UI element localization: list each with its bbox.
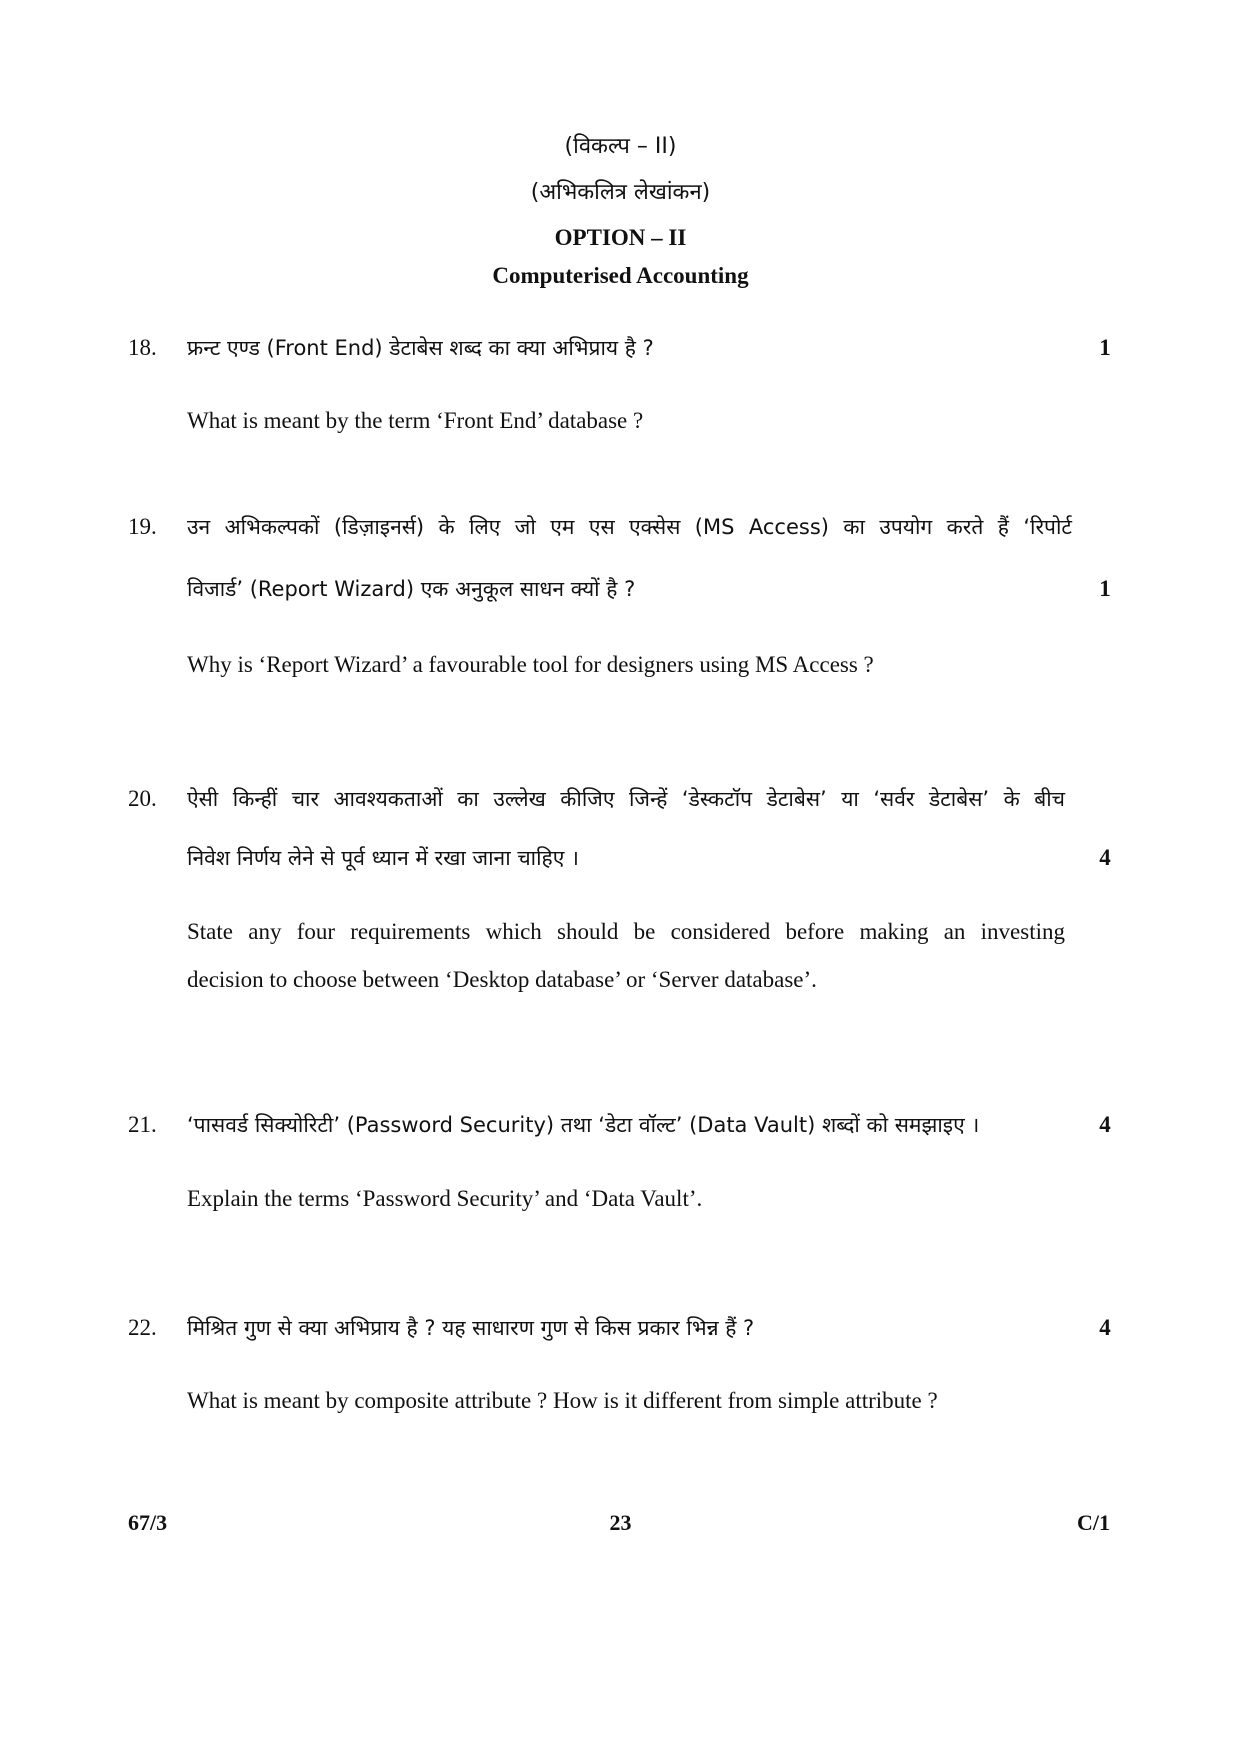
- question-hindi-line: ‘पासवर्ड सिक्योरिटी’ (Password Security) तथा ‘डेटा वॉल्ट’ (Data Vault) शब्दों को समझाइए ।: [187, 1113, 980, 1137]
- question-english-line: What is meant by composite attribute ? How is it different from simple attribute ?: [187, 1388, 938, 1413]
- question-hindi-line: फ्रन्ट एण्ड (Front End) डेटाबेस शब्द का क्या अभिप्राय है ?: [187, 336, 654, 360]
- question-hindi-line: मिश्रित गुण से क्या अभिप्राय है ? यह साधारण गुण से किस प्रकार भिन्न हैं ?: [187, 1316, 755, 1340]
- question-marks: 4: [1099, 1112, 1111, 1137]
- question-marks: 4: [1099, 845, 1111, 870]
- question-number: 21.: [128, 1112, 157, 1137]
- question-english-line: Explain the terms ‘Password Security’ and ‘Data Vault’.: [187, 1186, 703, 1211]
- footer-page-number: 23: [609, 1510, 632, 1535]
- header-hindi-option: (विकल्प – II): [564, 134, 677, 159]
- question-number: 20.: [128, 786, 157, 811]
- question-hindi-line: विजार्ड’ (Report Wizard) एक अनुकूल साधन क्यों है ?: [187, 577, 636, 601]
- question-english-line: Why is ‘Report Wizard’ a favourable tool for designers using MS Access ?: [187, 652, 874, 677]
- footer-paper-code: 67/3: [128, 1510, 168, 1535]
- header-option: OPTION – II: [554, 225, 687, 250]
- question-marks: 4: [1099, 1315, 1111, 1340]
- question-number: 22.: [128, 1315, 157, 1340]
- footer-set-code: C/1: [1077, 1510, 1110, 1535]
- question-marks: 1: [1099, 576, 1111, 601]
- question-number: 18.: [128, 335, 157, 360]
- header-subject: Computerised Accounting: [492, 263, 749, 288]
- question-english-line: decision to choose between ‘Desktop database’ or ‘Server database’.: [187, 967, 817, 992]
- question-english-line: What is meant by the term ‘Front End’ database ?: [187, 408, 644, 433]
- question-english-line: State any four requirements which should be considered before making an investing: [187, 919, 1065, 944]
- question-hindi-line: निवेश निर्णय लेने से पूर्व ध्यान में रखा जाना चाहिए ।: [187, 846, 579, 870]
- question-number: 19.: [128, 514, 157, 539]
- question-hindi-line: ऐसी किन्हीं चार आवश्यकताओं का उल्लेख कीजिए जिन्हें ‘डेस्कटॉप डेटाबेस’ या ‘सर्वर डेटाबेस’ के बीच: [187, 787, 1065, 811]
- question-hindi-line: उन अभिकल्पकों (डिज़ाइनर्स) के लिए जो एम एस एक्सेस (MS Access) का उपयोग करते हैं ‘रिपोर्ट: [187, 515, 1072, 539]
- question-marks: 1: [1099, 335, 1111, 360]
- header-hindi-subject: (अभिकलित्र लेखांकन): [530, 180, 711, 205]
